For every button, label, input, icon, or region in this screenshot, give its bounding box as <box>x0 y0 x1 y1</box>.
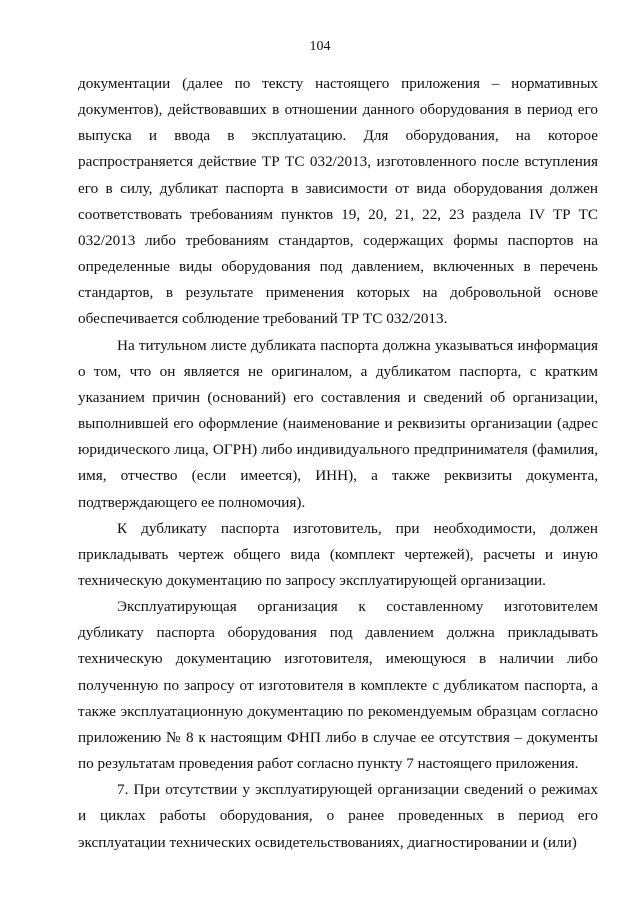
page-number: 104 <box>309 39 331 54</box>
paragraph-manufacturer-attachments: К дубликату паспорта изготовитель, при необходимости, должен прикладывать чертеж общего вида (комплект чертежей), расчеты и иную техническую документацию по запросу эксплуатирующей организации. <box>78 519 598 589</box>
document-body <box>78 71 598 856</box>
paragraph-continuation: документации (далее по тексту настоящего приложения – нормативных документов), действовавших в отношении данного оборудования в период его выпуска и ввода в эксплуатацию. Для оборудования, на которое распространяется действие ТР ТС 032/2013, изготовленного после вступления его в силу, дубликат паспорта в зависимости от вида оборудования должен соответствовать требованиям пунктов 19, 20, 21, 22, 23 раздела IV ТР ТС 032/2013 либо требованиям стандартов, содержащих формы паспортов на определенные виды оборудования под давлением, включенных в перечень стандартов, в результате применения которых на добровольной основе обеспечивается соблюдение требований ТР ТС 032/2013. <box>78 75 598 328</box>
paragraph-operator-attachments: Эксплуатирующая организация к составленному изготовителем дубликату паспорта оборудования под давлением должна прикладывать техническую документацию изготовителя, имеющуюся в наличии либо полученную по запросу от изготовителя в комплекте с дубликатом паспорта, а также эксплуатационную документацию по рекомендуемым образцам согласно приложению № 8 к настоящим ФНП либо в случае ее отсутствия – документы по результатам проведения работ согласно пункту 7 настоящего приложения. <box>78 598 598 773</box>
paragraph-title-page-info: На титульном листе дубликата паспорта должна указываться информация о том, что он является не оригиналом, а дубликатом паспорта, с кратким указанием причин (оснований) его составления и сведений об организации, выполнившей его оформление (наименование и реквизиты организации (адрес юридического лица, ОГРН) либо индивидуального предпринимателя (фамилия, имя, отчество (если имеется), ИНН), а также реквизиты документа, подтверждающего ее полномочия). <box>78 336 598 511</box>
paragraph-item-7: 7. При отсутствии у эксплуатирующей организации сведений о режимах и циклах работы оборудования, о ранее проведенных в период его эксплуатации технических освидетельствованиях, диагностировании и (или) <box>78 781 598 851</box>
